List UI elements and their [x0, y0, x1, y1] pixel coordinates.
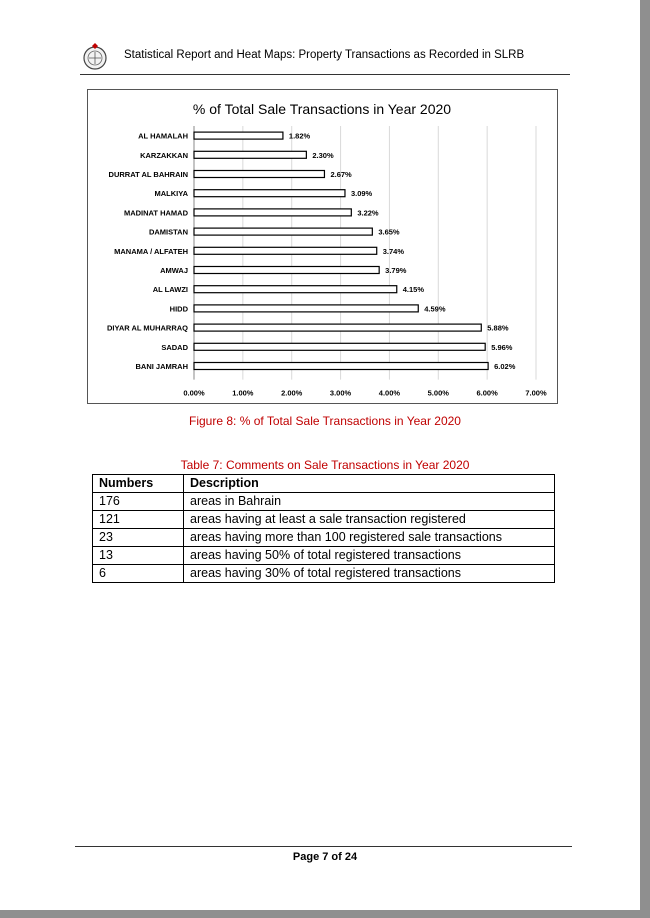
data-label: 3.79%	[385, 266, 407, 275]
x-tick-label: 0.00%	[183, 388, 205, 398]
x-tick-label: 6.00%	[476, 388, 498, 398]
row-number: 23	[93, 529, 184, 547]
slrb-logo-icon	[82, 42, 108, 70]
data-label: 1.82%	[288, 131, 311, 141]
bar	[194, 286, 397, 293]
data-label: 5.88%	[487, 323, 509, 333]
bar	[194, 151, 306, 158]
data-label: 3.09%	[350, 189, 373, 199]
row-number: 121	[93, 511, 184, 529]
table-row	[93, 511, 555, 529]
bar-chart	[88, 90, 557, 403]
row-description: areas having more than 100 registered sale transactions	[184, 529, 555, 547]
table-row	[93, 547, 555, 565]
x-tick-label: 2.00%	[281, 388, 303, 398]
bar	[194, 228, 372, 235]
header-title: Statistical Report and Heat Maps: Property Transactions as Recorded in SLRB	[124, 49, 525, 61]
bar	[194, 343, 485, 350]
x-tick-label: 4.00%	[378, 388, 401, 398]
data-label: 4.59%	[424, 304, 446, 314]
bar	[194, 324, 481, 331]
footer-rule	[75, 846, 572, 847]
row-description: areas having at least a sale transaction registered	[184, 511, 555, 529]
table-row	[93, 529, 555, 547]
row-description: areas having 30% of total registered transactions	[184, 565, 555, 583]
bar	[194, 190, 345, 197]
header-description: Description	[184, 475, 555, 493]
data-label: 2.67%	[330, 170, 352, 179]
figure-caption: Figure 8: % of Total Sale Transactions in Year 2020	[189, 414, 461, 428]
bar	[194, 363, 488, 370]
table-row	[93, 493, 555, 511]
bar	[194, 247, 377, 254]
row-number: 176	[93, 493, 184, 511]
row-number: 13	[93, 547, 184, 565]
category-label: BANI JAMRAH	[135, 362, 188, 371]
page-number: Page 7 of 24	[292, 851, 358, 863]
chart-title: % of Total Sale Transactions in Year 2020	[192, 101, 452, 117]
bar	[194, 132, 283, 139]
page-header	[80, 38, 570, 75]
x-tick-label: 3.00%	[329, 388, 352, 398]
category-label: MADINAT HAMAD	[123, 208, 188, 218]
category-label: KARZAKKAN	[140, 150, 188, 160]
table-title: Table 7: Comments on Sale Transactions in Year 2020	[180, 458, 470, 472]
category-label: DAMISTAN	[148, 227, 188, 237]
category-label: HIDD	[169, 304, 188, 314]
category-label: AL LAWZI	[152, 285, 188, 295]
data-label: 5.96%	[491, 342, 513, 352]
data-label: 3.65%	[378, 227, 400, 237]
row-description: areas having 50% of total registered transactions	[184, 547, 555, 565]
data-label: 4.15%	[402, 285, 425, 295]
category-label: MALKIYA	[154, 189, 188, 199]
header-numbers: Numbers	[93, 475, 184, 493]
table-header-row	[93, 475, 555, 493]
x-tick-label: 1.00%	[232, 388, 254, 398]
category-label: AMWAJ	[160, 266, 188, 275]
table-row	[93, 565, 555, 583]
row-description: areas in Bahrain	[184, 493, 555, 511]
category-label: MANAMA / ALFATEH	[114, 246, 188, 256]
bar	[194, 267, 379, 274]
bar	[194, 171, 324, 178]
category-label: DURRAT AL BAHRAIN	[108, 170, 188, 179]
row-number: 6	[93, 565, 184, 583]
page-edge-bottom	[0, 910, 650, 918]
category-label: SADAD	[161, 342, 188, 352]
x-tick-label: 7.00%	[525, 388, 547, 398]
bar	[194, 209, 351, 216]
comments-table	[92, 474, 555, 583]
category-label: DIYAR AL MUHARRAQ	[107, 323, 188, 333]
bar	[194, 305, 418, 312]
data-label: 2.30%	[312, 150, 334, 160]
data-label: 3.22%	[357, 208, 379, 218]
x-tick-label: 5.00%	[427, 388, 449, 398]
bar-chart-container	[87, 89, 558, 404]
data-label: 6.02%	[494, 362, 516, 371]
data-label: 3.74%	[382, 246, 405, 256]
category-label: AL HAMALAH	[138, 131, 188, 141]
